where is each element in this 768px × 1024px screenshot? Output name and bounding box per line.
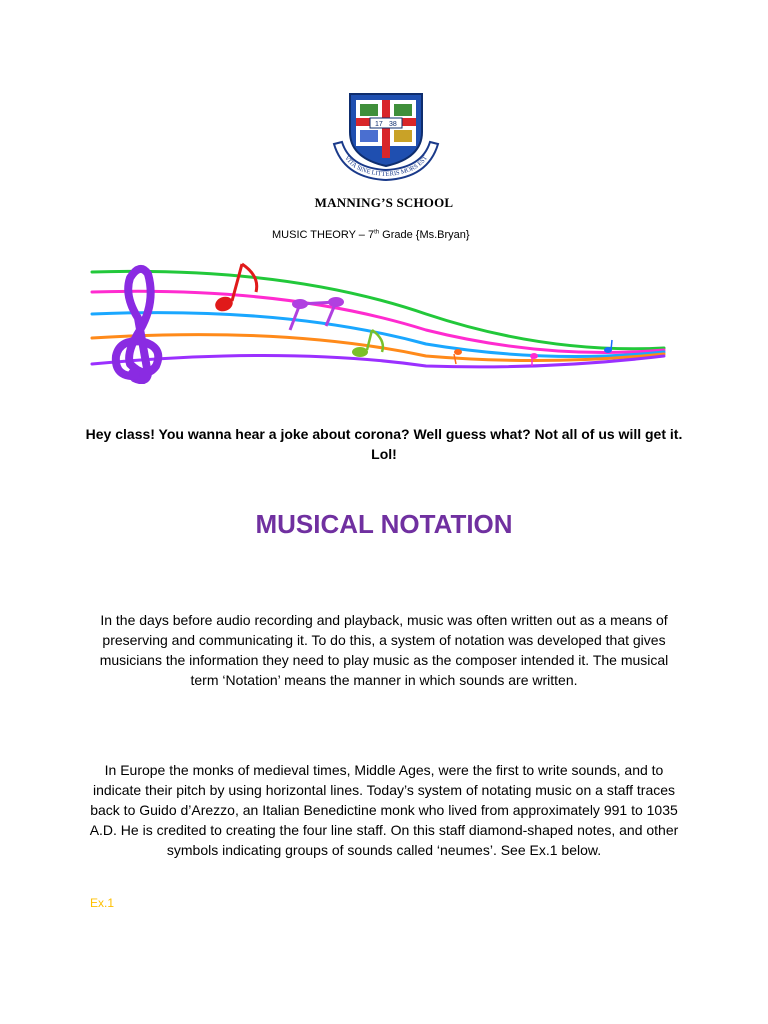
course-subject: MUSIC THEORY – 7 (272, 229, 375, 241)
school-name: MANNING’S SCHOOL (314, 195, 454, 210)
page-title: MUSICAL NOTATION (255, 509, 513, 539)
crest-year-right: 38 (389, 121, 397, 128)
course-grade-suffix: th (374, 229, 380, 236)
crest-motto: VITA SINE LITTERIS MORS EST (342, 154, 430, 179)
intro-joke: Hey class! You wanna hear a joke about corona? Well guess what? Not all of us will get it. Lol! (85, 426, 683, 462)
crest-year-left: 17 (375, 121, 383, 128)
rainbow-music-staff-image (86, 256, 666, 384)
course-line (272, 229, 470, 241)
course-rest: Grade {Ms.Bryan} (379, 229, 470, 241)
school-crest (330, 92, 442, 184)
paragraph-notation-intro: In the days before audio recording and playback, music was often written out as a means of preserving and communicating it. To do this, a system of notation was developed that gives musicians the information they need to play music as the composer intended it. The musical term ‘Notation’ means the manner in which sounds are written. (99, 612, 669, 688)
example-label: Ex.1 (90, 896, 115, 910)
paragraph-notation-history: In Europe the monks of medieval times, Middle Ages, were the first to write sounds, and to indicate their pitch by using horizontal lines. Today’s system of notating music on a staff traces back to Guido d’Arezzo, an Italian Benedictine monk who lived from approximately 991 to 1035 A.D. He is credited to creating the four line staff. On this staff diamond-shaped notes, and other symbols indicating groups of sounds called ‘neumes’. See Ex.1 below. (89, 762, 679, 858)
